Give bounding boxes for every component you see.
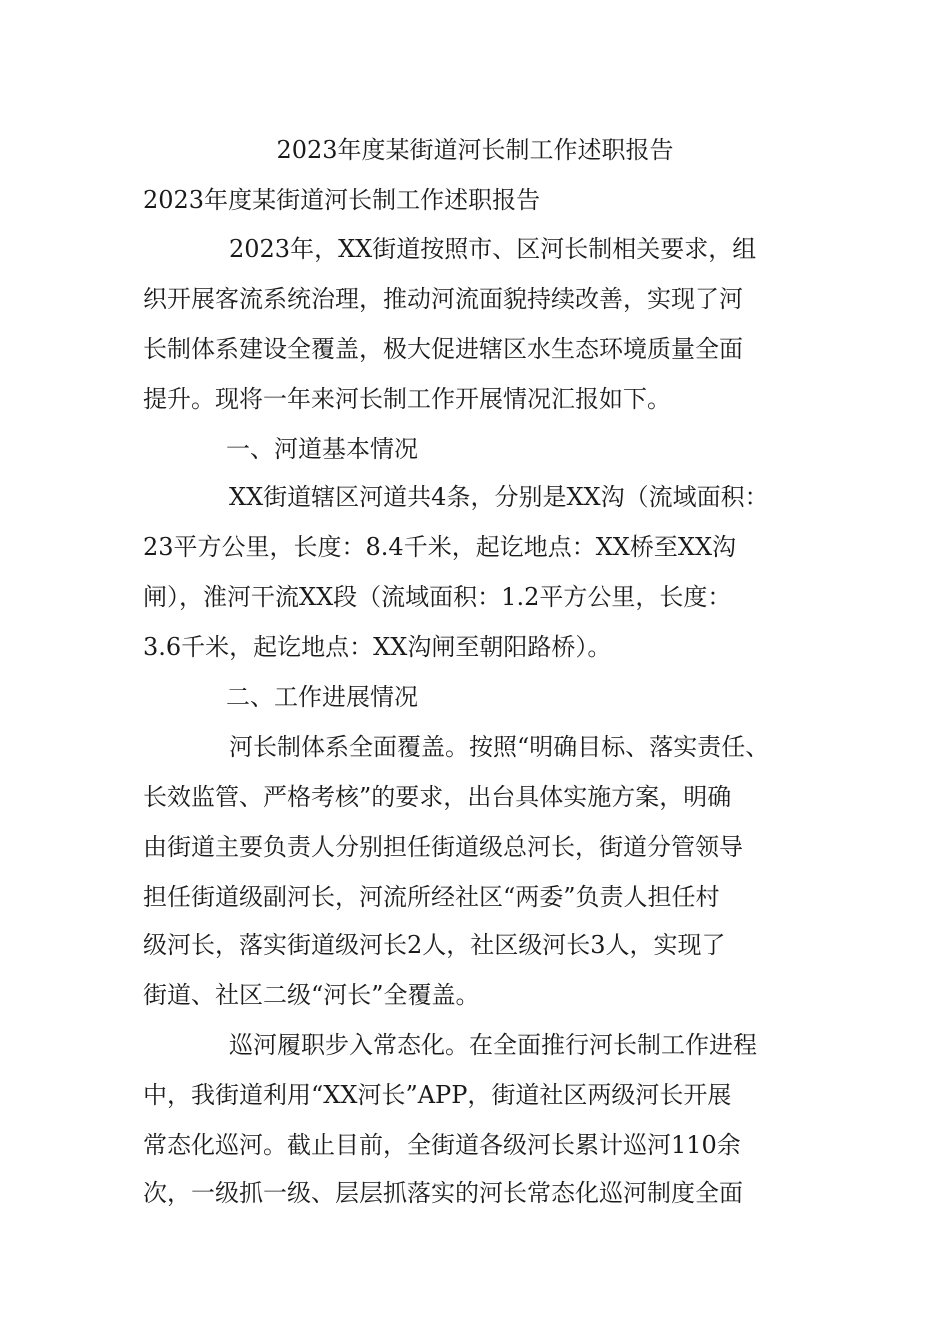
- paragraph-2-line-1: XX街道辖区河道共4条，分别是XX沟（流域面积：: [229, 483, 769, 511]
- paragraph-3-line-3: 由街道主要负责人分别担任街道级总河长，街道分管领导: [143, 833, 743, 861]
- paragraph-2-line-4: 3.6千米，起讫地点：XX沟闸至朝阳路桥）。: [143, 633, 612, 661]
- document-title: 2023年度某街道河长制工作述职报告: [276, 136, 674, 164]
- paragraph-3-line-2: 长效监管、严格考核”的要求，出台具体实施方案，明确: [143, 783, 732, 811]
- paragraph-1-line-2: 织开展客流系统治理，推动河流面貌持续改善，实现了河: [143, 285, 743, 313]
- paragraph-1-line-4: 提升。现将一年来河长制工作开展情况汇报如下。: [143, 385, 671, 413]
- paragraph-3-line-1: 河长制体系全面覆盖。按照“明确目标、落实责任、: [229, 733, 770, 761]
- paragraph-1-line-3: 长制体系建设全覆盖，极大促进辖区水生态环境质量全面: [143, 335, 743, 363]
- paragraph-3-line-5: 级河长，落实街道级河长2人，社区级河长3人，实现了: [143, 931, 726, 959]
- paragraph-2-line-2: 23平方公里，长度：8.4千米，起讫地点：XX桥至XX沟: [143, 533, 737, 561]
- paragraph-2-line-3: 闸），淮河干流XX段（流域面积：1.2平方公里，长度：: [143, 583, 732, 611]
- paragraph-4-line-4: 次，一级抓一级、层层抓落实的河长常态化巡河制度全面: [143, 1179, 743, 1207]
- section-heading-1: 一、河道基本情况: [226, 435, 418, 463]
- document-subtitle: 2023年度某街道河长制工作述职报告: [143, 186, 541, 214]
- paragraph-4-line-1: 巡河履职步入常态化。在全面推行河长制工作进程: [229, 1031, 757, 1059]
- paragraph-1-line-1: 2023年，XX街道按照市、区河长制相关要求，组: [229, 235, 757, 263]
- paragraph-3-line-6: 街道、社区二级“河长”全覆盖。: [143, 981, 480, 1009]
- paragraph-3-line-4: 担任街道级副河长，河流所经社区“两委”负责人担任村: [143, 883, 720, 911]
- paragraph-4-line-2: 中，我街道利用“XX河长”APP，街道社区两级河长开展: [143, 1081, 732, 1109]
- section-heading-2: 二、工作进展情况: [226, 683, 418, 711]
- paragraph-4-line-3: 常态化巡河。截止目前，全街道各级河长累计巡河110余: [143, 1131, 741, 1159]
